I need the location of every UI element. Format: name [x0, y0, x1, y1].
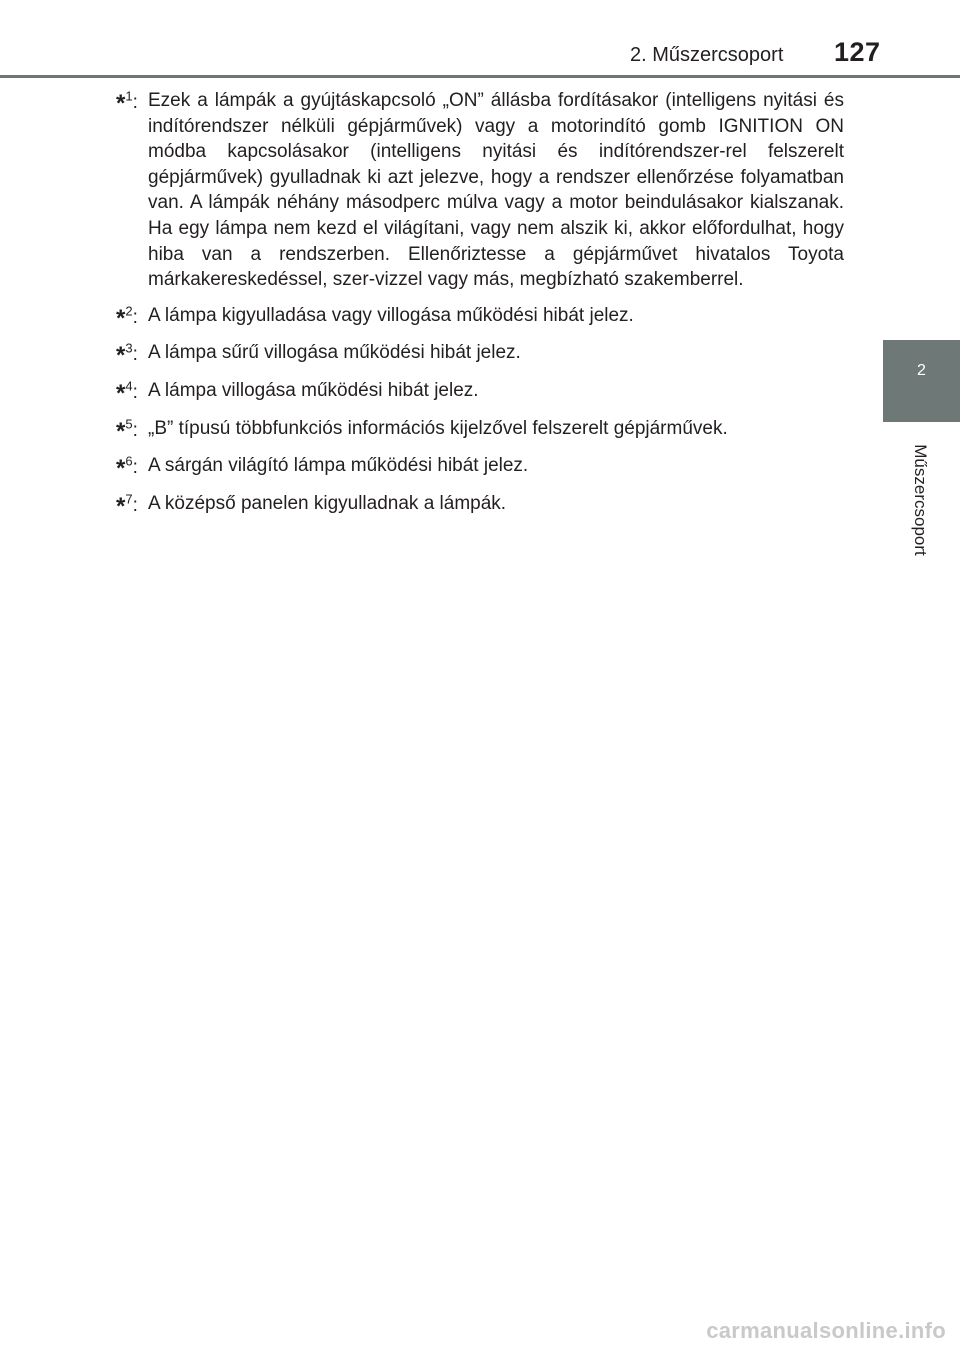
footnote-3 [116, 340, 844, 368]
footnote-marker: *$^1$: [116, 88, 138, 117]
asterisk-icon: * [116, 492, 126, 520]
footnote-text: „B” típusú többfunkciós információs kijelzővel felszerelt gépjárművek. [148, 417, 728, 439]
footnote-text: Ezek a lámpák a gyújtáskapcsoló „ON” állásba fordításakor (intelligens nyitási és indítórendszer nélküli gépjárművek) vagy a motorindító gomb IGNITION ON módba kapcsolásakor (intelligens nyitási és indítórendszer-rel felszerelt gépjárművek) gyulladnak ki azt jelezve, hogy a rendszer ellenőrzése folyamatban van. A lámpák néhány másodperc múlva vagy a motor beindulásakor kialszanak. Ha egy lámpa nem kezd el világítani, vagy nem alszik ki, akkor előfordulhat, hogy hiba van a rendszerben. Ellenőriztesse a gépjárművet hivatalos Toyota márkakereskedéssel, szer-vizzel vagy más, megbízható szakemberrel. [148, 90, 844, 291]
chapter-tab [883, 340, 960, 422]
footnote-4 [116, 378, 844, 406]
footnote-number: 6 [125, 453, 133, 469]
watermark: carmanualsonline.info [706, 1318, 946, 1343]
footnote-text: A lámpa sűrű villogása működési hibát jelez. [148, 342, 521, 364]
footnote-marker: *$^5$: [116, 416, 138, 445]
footnote-marker: *$^7$: [116, 491, 138, 520]
footnote-number: 7 [125, 491, 133, 507]
page-number: 127 [834, 37, 881, 67]
footnote-text: A középső panelen kigyulladnak a lámpák. [148, 492, 507, 514]
footnote-number: 3 [125, 341, 133, 357]
footnote-text: A lámpa villogása működési hibát jelez. [148, 379, 479, 401]
footnote-5 [116, 416, 844, 444]
footnote-text: A lámpa kigyulladása vagy villogása működési hibát jelez. [148, 304, 634, 326]
asterisk-icon: * [116, 304, 126, 332]
footnote-marker: *$^4$: [116, 378, 138, 407]
footnote-marker: *$^3$: [116, 341, 138, 370]
footnote-1 [116, 88, 844, 293]
header-rule [0, 75, 960, 78]
asterisk-icon: * [116, 417, 126, 445]
footnote-number: 5 [125, 416, 133, 432]
footnote-number: 4 [125, 378, 133, 394]
footnote-6 [116, 453, 844, 481]
section-title: 2. Műszercsoport [630, 44, 784, 66]
asterisk-icon: * [116, 455, 126, 483]
footnote-2 [116, 303, 844, 331]
chapter-side-label-text: Műszercsoport [911, 444, 930, 556]
asterisk-icon: * [116, 342, 126, 370]
footnote-marker: *$^6$: [116, 453, 138, 483]
footnote-text: A sárgán világító lámpa működési hibát jelez. [148, 455, 529, 477]
footnote-7 [116, 491, 844, 519]
footnote-marker: *$^2$: [116, 303, 138, 332]
footnote-list [116, 88, 844, 528]
asterisk-icon: * [116, 90, 126, 117]
asterisk-icon: * [116, 379, 126, 407]
footnote-number: 1 [125, 88, 133, 104]
footnote-number: 2 [125, 303, 133, 319]
chapter-tab-number: 2 [917, 362, 926, 379]
